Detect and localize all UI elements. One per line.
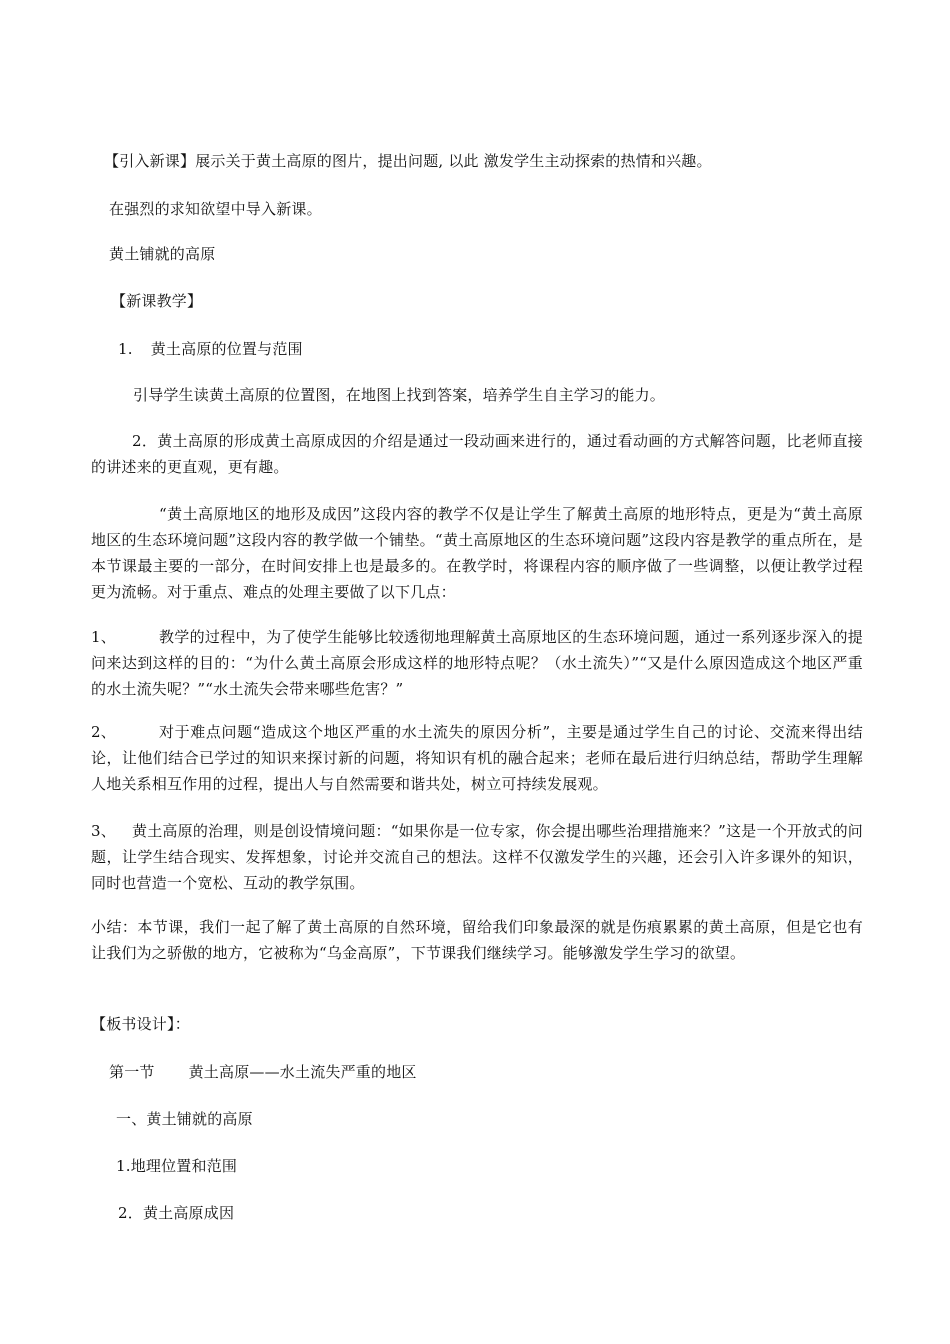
board-section-label: 第一节 xyxy=(109,1063,155,1081)
item-1-heading xyxy=(118,338,303,360)
board-subheading: 一、黄土铺就的高原 xyxy=(116,1110,253,1128)
item-1-number: 1. xyxy=(118,340,133,358)
board-item-2: 2．黄土高原成因 xyxy=(118,1204,235,1222)
board-design-heading: 【板书设计】： xyxy=(91,1015,190,1033)
point-3-number: 3、 xyxy=(91,822,116,840)
point-3-paragraph xyxy=(91,818,863,896)
item-1-description: 引导学生读黄土高原的位置图，在地图上找到答案，培养学生自主学习的能力。 xyxy=(133,386,666,404)
board-section-title: 黄土高原——水土流失严重的地区 xyxy=(188,1063,417,1081)
board-section-line xyxy=(109,1061,417,1083)
point-1-text: 教学的过程中，为了使学生能够比较透彻地理解黄土高原地区的生态环境问题，通过一系列逐步深入的提问来达到这样的目的：“为什么黄土高原会形成这样的地形特点呢？（水土流失）”“又是什么原因造成这个地区严重的水土流失呢？”“水土流失会带来哪些危害？” xyxy=(91,628,863,698)
point-2-text: 对于难点问题“造成这个地区严重的水土流失的原因分析”，主要是通过学生自己的讨论、交流来得出结论，让他们结合已学过的知识来探讨新的问题，将知识有机的融合起来；老师在最后进行归纳总结，帮助学生理解人地关系相互作用的过程，提出人与自然需要和谐共处，树立可持续发展观。 xyxy=(91,723,863,793)
point-1-paragraph xyxy=(91,624,863,702)
item-1-title: 黄土高原的位置与范围 xyxy=(150,340,303,358)
focus-paragraph: “黄土高原地区的地形及成因”这段内容的教学不仅是让学生了解黄土高原的地形特点，更是为“黄土高原地区的生态环境问题”这段内容的教学做一个铺垫。“黄土高原地区的生态环境问题”这段内容是教学的重点所在，是本节课最主要的一部分，在时间安排上也是最多的。在教学时，将课程内容的顺序做了一些调整，以便让教学过程更为流畅。对于重点、难点的处理主要做了以下几点： xyxy=(91,505,863,601)
intro-continuation: 在强烈的求知欲望中导入新课。 xyxy=(109,200,322,218)
lesson-subtitle: 黄土铺就的高原 xyxy=(109,245,216,263)
section-heading-new-lesson: 【新课教学】 xyxy=(111,292,203,310)
point-2-paragraph xyxy=(91,719,863,797)
summary-paragraph: 小结：本节课，我们一起了解了黄土高原的自然环境，留给我们印象最深的就是伤痕累累的黄土高原，但是它也有让我们为之骄傲的地方，它被称为“乌金高原”，下节课我们继续学习。能够激发学生学习的欲望。 xyxy=(91,918,863,962)
item-2-paragraph: 2．黄土高原的形成黄土高原成因的介绍是通过一段动画来进行的，通过看动画的方式解答问题，比老师直接的讲述来的更直观，更有趣。 xyxy=(91,432,863,476)
point-3-text: 黄土高原的治理，则是创设情境问题：“如果你是一位专家，你会提出哪些治理措施来？”这是一个开放式的问题，让学生结合现实、发挥想象，讨论并交流自己的想法。这样不仅激发学生的兴趣，还会引入许多课外的知识，同时也营造一个宽松、互动的教学氛围。 xyxy=(91,822,863,892)
point-1-number: 1、 xyxy=(91,628,116,646)
board-item-1: 1.地理位置和范围 xyxy=(116,1157,238,1175)
intro-line: 【引入新课】展示关于黄土高原的图片，提出问题, 以此 激发学生主动探索的热情和兴趣。 xyxy=(104,152,712,170)
point-2-number: 2、 xyxy=(91,723,116,741)
